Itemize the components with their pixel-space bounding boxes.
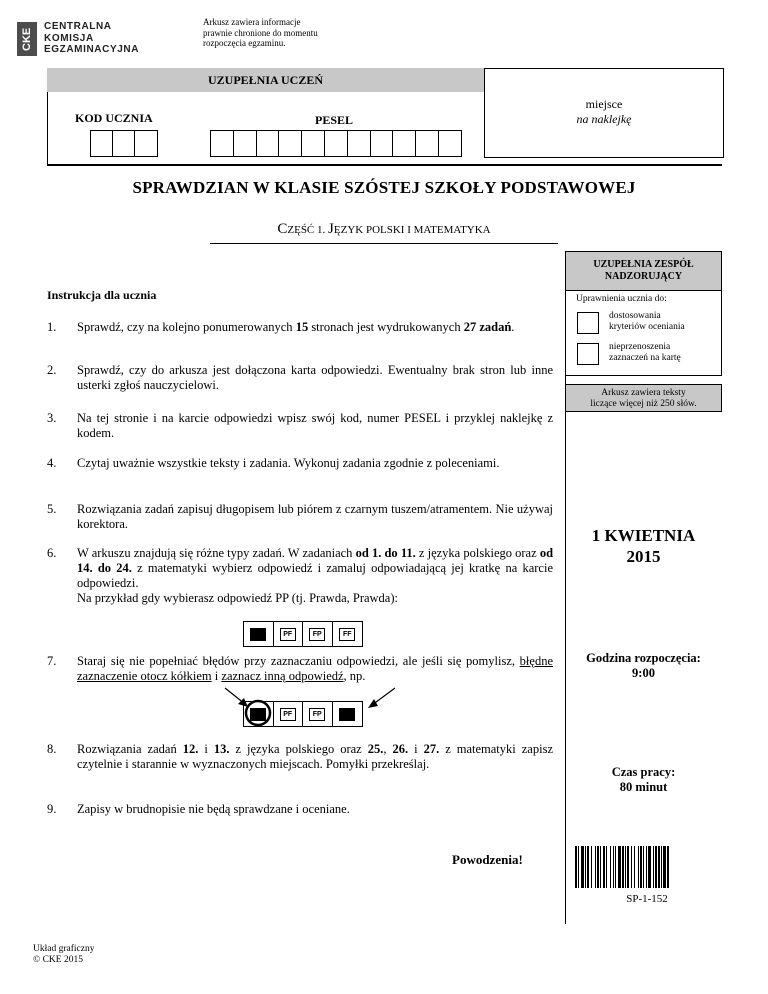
logo-line: CENTRALNA [44,21,112,32]
text: 26. [392,742,409,756]
barcode-bar [603,846,605,888]
barcode-bar [655,846,657,888]
barcode-bar [575,846,577,888]
text: i [198,742,214,756]
item-text: Rozwiązania zadań zapisuj długopisem lub piórem z czarnym tuszem/atramentem. Nie używaj korektora. [77,502,553,531]
text: i [211,669,222,683]
text: z języka polskiego oraz [229,742,368,756]
sticker-line2: na naklejkę [576,112,632,126]
item-number: 3. [47,411,57,425]
supervisor-header-line: UZUPEŁNIA ZESPÓŁ [593,259,694,270]
text: , np. [343,669,366,683]
text: od 1. do 11. [355,546,416,560]
student-band-label: UZUPEŁNIA UCZEŃ [207,73,324,87]
barcode-bar [631,846,632,888]
barcode-bar [661,846,662,888]
logo-line: KOMISJA [44,32,94,44]
item-number: 4. [47,456,57,470]
footer-line: © CKE 2015 [33,955,83,965]
barcode-bar [625,846,626,888]
barcode-bar [606,846,607,888]
text: 25. [367,742,384,756]
text: Sprawdź, czy na kolejno ponumerowanych [77,320,296,334]
subtitle-part: ZĘŚĆ 1. [287,224,329,236]
start-value: 9:00 [632,666,655,680]
kod-label: KOD UCZNIA [75,111,153,125]
text: 13. [213,742,230,756]
date-line: 1 KWIETNIA [591,526,696,545]
text: błędne zaznaczenie otocz kółkiem [77,654,553,683]
item-number: 9. [47,802,57,816]
subtitle-cap: C [277,221,288,237]
text: 12. [182,742,199,756]
barcode-bar [653,846,654,888]
mark: FF [339,628,355,641]
label-line: kryteriów oceniania [609,322,685,332]
item-number: 7. [47,654,57,668]
label-line: nieprzenoszenia [609,342,671,352]
footer-line: Układ graficzny [33,944,95,954]
pesel-label: PESEL [315,113,354,127]
rights-label: Uprawnienia ucznia do: [576,294,667,304]
sheet-code: SP-1-152 [626,893,668,905]
barcode-bar [667,846,669,888]
footer [33,944,94,966]
item-number: 1. [47,320,57,334]
barcode-bar [640,846,642,888]
subtitle-part: ĘZYK POLSKI I MATEMATYKA [333,224,491,236]
barcode-bar [600,846,601,888]
barcode-bar [646,846,647,888]
text: z matematyki wybierz odpowiedź i zamaluj odpowiadającą jej kratkę na karcie odpowiedzi. [77,561,553,590]
barcode-bar [638,846,639,888]
item-text: Sprawdź, czy do arkusza jest dołączona karta odpowiedzi. Ewentualny brak stron lub inne usterki zgłoś nauczycielowi. [77,363,553,392]
notice-line: Arkusz zawiera informacje [203,17,301,27]
barcode-bar [627,846,629,888]
text: z języka polskiego oraz [415,546,540,560]
item-text: Czytaj uważnie wszystkie teksty i zadania. Wykonuj zadania zgodnie z poleceniami. [77,456,500,470]
text: W arkuszu znajdują się różne typy zadań. W zadaniach [77,546,356,560]
text: Staraj się nie popełniać błędów przy zaznaczaniu odpowiedzi, ale jeśli się pomylisz, [77,654,520,668]
barcode-bar [581,846,584,888]
date-year: 2015 [626,547,661,566]
barcode-bar [578,846,579,888]
barcode-bar [610,846,611,888]
label-line: dostosowania [609,311,661,321]
duration-value: 80 minut [619,780,668,794]
item-number: 2. [47,363,57,377]
text: 27. [423,742,440,756]
barcode-bar [663,846,666,888]
item-number: 5. [47,502,57,516]
label-line: zaznaczeń na kartę [609,353,681,363]
subtitle-cap: J [328,221,334,237]
instruction-item [47,802,553,817]
barcode-bar [585,846,586,888]
instruction-item [47,742,553,772]
item-text: Na tej stronie i na karcie odpowiedzi wpisz swój kod, numer PESEL i przyklej naklejkę z kodem. [77,411,553,440]
arrow-head [368,699,378,708]
text: od 14. do 24. [77,546,554,575]
duration-label: Czas pracy: [611,765,676,779]
barcode-bar [615,846,616,888]
barcode-bar [622,846,624,888]
good-luck: Powodzenia! [452,852,523,867]
barcode-bar [587,846,589,888]
mark: FP [309,708,325,721]
barcode-bar [648,846,651,888]
barcode-bar [618,846,621,888]
note-line: Arkusz zawiera teksty [601,388,686,398]
barcode-bar [643,846,644,888]
supervisor-header-line: NADZORUJĄCY [604,271,683,282]
item-number: 6. [47,546,57,560]
item-text: Zapisy w brudnopisie nie będą sprawdzane i oceniane. [77,802,350,816]
start-label: Godzina rozpoczęcia: [586,651,701,665]
text: zaznacz inną odpowiedź [221,669,344,683]
barcode-bar [613,846,614,888]
mark: PF [280,708,296,721]
barcode-bar [597,846,599,888]
text: 27 zadań [463,320,512,334]
notice-line: prawnie chronione do momentu [203,27,318,38]
text: . [511,320,515,334]
text: Na przykład gdy wybierasz odpowiedź PP (tj. Prawda, Prawda): [77,591,398,605]
barcode-bar [658,846,660,888]
instructions-heading: Instrukcja dla ucznia [47,288,157,302]
item-number: 8. [47,742,57,756]
text: i [408,742,424,756]
text: , [383,742,393,756]
cke-logo-mark: CKE [17,22,37,56]
barcode-bar [591,846,592,888]
text: 15 [295,320,309,334]
note-line: liczące więcej niż 250 słów. [590,399,697,409]
barcode-bar [595,846,596,888]
barcode-bar [634,846,635,888]
mark: FP [309,628,325,641]
text: stronach jest wydrukowanych [308,320,464,334]
mark: PF [280,628,296,641]
text: Rozwiązania zadań [77,742,183,756]
barcode [574,846,720,888]
sticker-line1: miejsce [585,97,623,111]
exam-title: SPRAWDZIAN W KLASIE SZÓSTEJ SZKOŁY PODSTAWOWEJ [132,178,636,197]
notice-line: rozpoczęcia egzaminu. [203,38,286,48]
logo-line: EGZAMINACYJNA [44,44,140,55]
text: z matematyki zapisz czytelnie i starannie w wyznaczonych miejscach. Pomyłki przekreślaj. [77,742,553,771]
circle-mark [246,701,270,725]
